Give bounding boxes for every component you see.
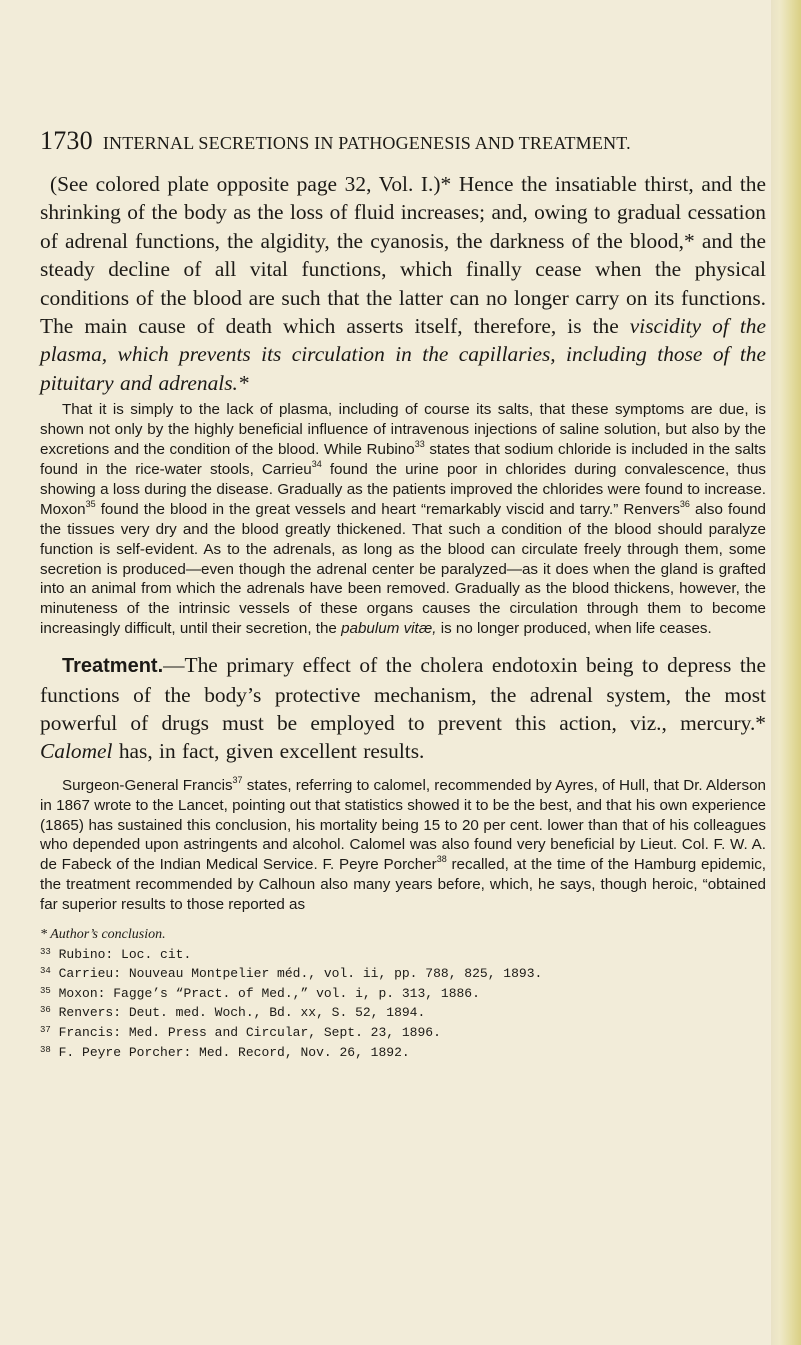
footnote bbox=[40, 963, 766, 983]
footnote-text: Moxon: Fagge’s “Pract. of Med.,” vol. i, p. 313, 1886. bbox=[58, 985, 480, 1001]
paragraph-2 bbox=[40, 400, 766, 639]
p1-text: (See colored plate opposite page 32, Vol. I.)* Hence the insatiable thirst, and the shrinking of the body as the loss of fluid increases; and, owing to gradual cessation of adrenal functions, the algidity, the cyanosis, the darkness of the blood,* and the steady decline of all vital functions, which finally cease when the physical conditions of the blood are such that the latter can no longer carry on its functions. The main cause of death which asserts itself, therefore, is the bbox=[40, 172, 766, 339]
running-title: INTERNAL SECRETIONS IN PATHOGENESIS AND TREATMENT. bbox=[102, 133, 631, 153]
footnote-ref-36: 36 bbox=[679, 498, 690, 509]
footnote-mark: 33 bbox=[40, 946, 51, 957]
footnote-text: Carrieu: Nouveau Montpelier méd., vol. ii, pp. 788, 825, 1893. bbox=[58, 966, 543, 982]
footnote-mark: 34 bbox=[40, 966, 51, 977]
footnote-text: Renvers: Deut. med. Woch., Bd. xx, S. 52, 1894. bbox=[58, 1005, 426, 1021]
page-number: 1730 bbox=[40, 126, 93, 155]
p4-text-c: recalled, at the time of the Hamburg epidemic, the treatment recommended by Calhoun also many years before, which, he says, though heroic, “obtained far superior results to those reported as bbox=[40, 856, 767, 914]
p2-text-e: also found the tissues very dry and the blood greatly thickened. That such a condition of the blood should paralyze function is self-evident. As to the adrenals, as long as the blood can circulate freely through them, some secretion is produced—even though the adrenal center be paralyzed—as it does when the gland is grafted into an animal from which the adrenals have been removed. Gradually as the blood thickens, however, the minuteness of the intrinsic vessels of these organs causes the circulation through them to become increasingly difficult, until their secretion, the bbox=[40, 500, 766, 638]
section-heading-treatment: Treatment. bbox=[62, 655, 164, 678]
footnote bbox=[40, 1002, 766, 1022]
p2-text-c: found the urine poor in chlorides during convalescence, thus showing a loss during the disease. Gradually as the patients improved the chlorides were found to increase. Moxon bbox=[40, 460, 766, 518]
p3-italic: Calomel bbox=[40, 739, 113, 764]
footnote-ref-38: 38 bbox=[436, 854, 447, 865]
p2-text-f: is no longer produced, when life ceases. bbox=[436, 620, 712, 638]
book-page bbox=[40, 126, 766, 1061]
footnote bbox=[40, 983, 766, 1003]
footnote-mark: 35 bbox=[40, 985, 51, 996]
p1-italic: viscidity of the plasma, which prevents its circulation in the capillaries, including those of the pituitary and adrenals.* bbox=[40, 314, 766, 395]
footnote-text: Francis: Med. Press and Circular, Sept. 23, 1896. bbox=[58, 1025, 441, 1041]
paragraph-4 bbox=[40, 776, 766, 915]
footnotes bbox=[40, 927, 766, 1061]
footnote bbox=[40, 1022, 766, 1042]
page-edge bbox=[771, 0, 801, 1345]
p2-text-a: That it is simply to the lack of plasma, including of course its salts, that these symptoms are due, is shown not only by the highly beneficial influence of intravenous injections of saline solution, but also by the excretions and the condition of the blood. While Rubino bbox=[40, 401, 766, 459]
p2-text-d: found the blood in the great vessels and heart “remarkably viscid and tarry.” Renvers bbox=[95, 500, 680, 518]
footnote bbox=[40, 944, 766, 964]
p4-text-b: states, referring to calomel, recommended by Ayres, of Hull, that Dr. Alderson in 1867 wrote to the Lancet, pointing out that statistics showed it to be the best, and that his own experience (1865) has sustained this conclusion, his mortality being 15 to 20 per cent. lower than that of his colleagues who depended upon astringents and alcohol. Calomel was also found very beneficial by Lieut. Col. F. W. A. de Fabeck of the Indian Medical Service. F. Peyre Porcher bbox=[40, 776, 766, 874]
footnote-text: F. Peyre Porcher: Med. Record, Nov. 26, 1892. bbox=[58, 1044, 410, 1060]
p4-text-a: Surgeon-General Francis bbox=[62, 776, 233, 794]
footnote-text: Rubino: Loc. cit. bbox=[58, 946, 192, 962]
footnote-ref-33: 33 bbox=[414, 439, 425, 450]
p2-italic: pabulum vitæ, bbox=[341, 620, 437, 638]
footnote-mark: * bbox=[40, 927, 47, 943]
footnote-ref-37: 37 bbox=[232, 774, 243, 785]
paragraph-treatment bbox=[40, 651, 766, 766]
footnote-text: Author’s conclusion. bbox=[50, 927, 166, 943]
footnote bbox=[40, 927, 766, 944]
p3-text-a: —The primary effect of the cholera endotoxin being to depress the functions of the body’s protective mechanism, the adrenal system, the most powerful of drugs must be employed to prevent this action, viz., mercury.* bbox=[40, 653, 766, 735]
footnote-mark: 38 bbox=[40, 1044, 51, 1055]
footnote-ref-34: 34 bbox=[311, 458, 322, 469]
p3-text-b: has, in fact, given excellent results. bbox=[112, 739, 425, 764]
footnote bbox=[40, 1042, 766, 1062]
paragraph-1 bbox=[40, 170, 766, 397]
footnote-mark: 36 bbox=[40, 1005, 51, 1016]
footnote-mark: 37 bbox=[40, 1025, 51, 1036]
p2-text-b: states that sodium chloride is included in the salts found in the rice-water stools, Carrieu bbox=[40, 441, 766, 478]
running-header bbox=[40, 126, 766, 156]
footnote-ref-35: 35 bbox=[85, 498, 96, 509]
